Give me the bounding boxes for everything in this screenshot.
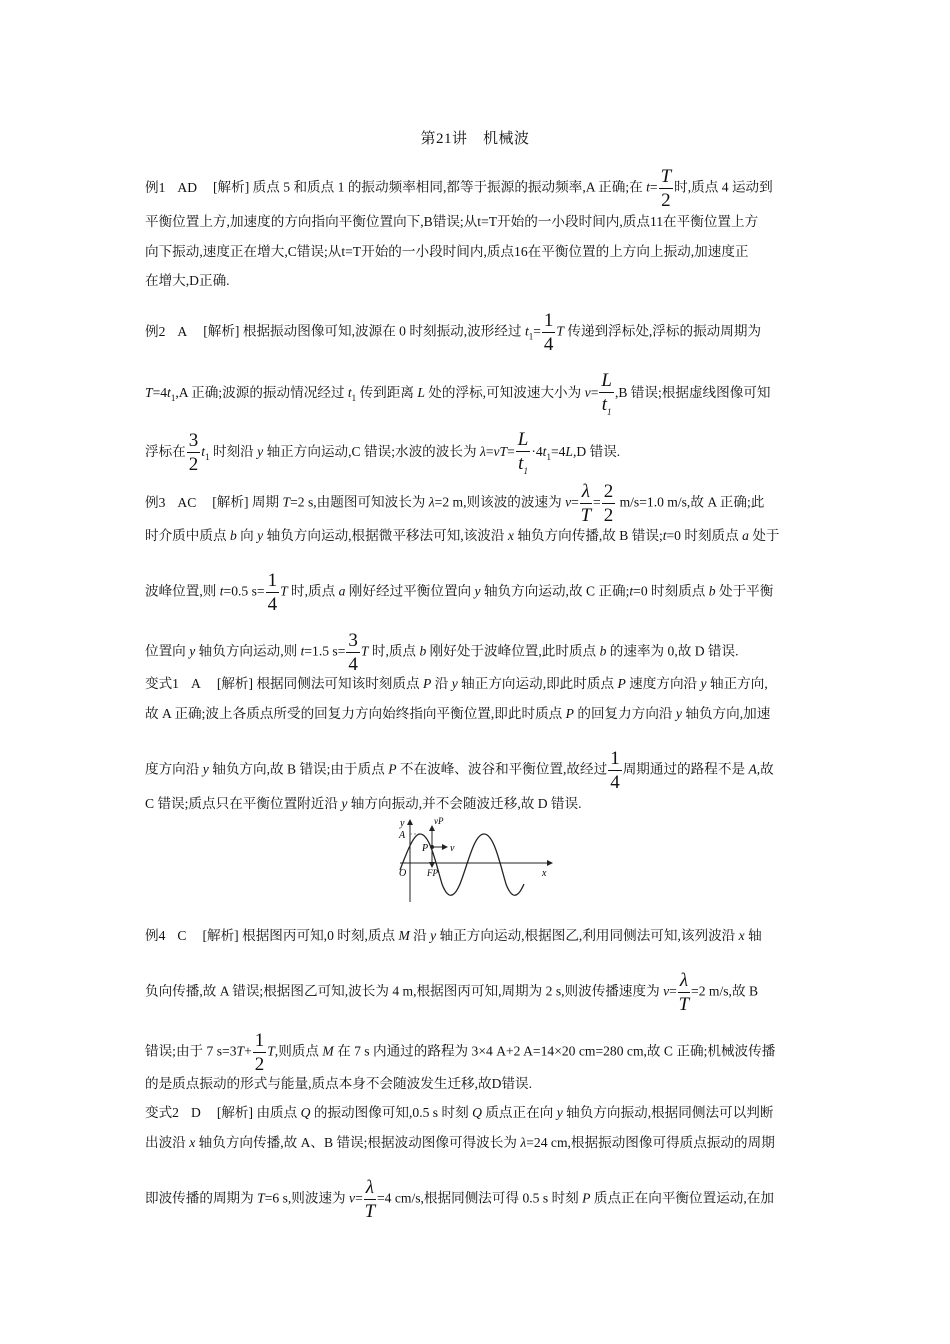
ex2-label: 例2 [145, 323, 166, 339]
ex3-label: 例3 [145, 494, 166, 510]
ex4-line-1: 例4 C [解析] 根据图丙可知,0 时刻,质点 M 沿 y 轴正方向运动,根据图乙,利用同侧法可知,该列波沿 x 轴 [145, 928, 762, 943]
var1-line-1: 变式1 A [解析] 根据同侧法可知该时刻质点 P 沿 y 轴正方向运动,即此时质点 P 速度方向沿 y 轴正方向, [145, 676, 768, 691]
ex4-line-3: 错误;由于 7 s=3T+ $\frac{1}{2}$ T,则质点 M 在 7 s 内通过的路程为 3×4 A+2 A=14×20 cm=280 cm,故 C 正确;机械波传播 [145, 1030, 776, 1075]
point-p-label: P [422, 843, 429, 854]
ex3-line-2: 时介质中质点 b 向 y 轴负方向运动,根据微平移法可知,该波沿 x 轴负方向传播,故 B 错误;t=0 时刻质点 a 处于 [145, 528, 780, 543]
var2-answer: D [190, 1105, 201, 1120]
ex3-line-3: 波峰位置,则 t=0.5 s= $\frac{1}{4}$ T 时,质点 a 刚好经过平衡位置向 y 轴负方向运动,故 C 正确;t=0 时刻质点 b 处于平衡 [145, 570, 774, 615]
var2-line-2: 出波沿 x 轴负方向传播,故 A、B 错误;根据波动图像可得波长为 λ=24 cm,根据振动图像可得质点振动的周期 [145, 1135, 775, 1150]
var1-label: 变式1 [145, 676, 179, 691]
ex4-line-4: 的是质点振动的形式与能量,质点本身不会随波发生迁移,故D错误. [145, 1076, 533, 1091]
fp-label: FP [427, 868, 438, 878]
point-p-dot [430, 845, 434, 849]
page-title: 第21讲 机械波 [420, 131, 530, 147]
ex1-line-3: 向下振动,速度正在增大,C错误;从t=T开始的一小段时间内,质点16在平衡位置的上方向上振动,加速度正 [145, 244, 749, 259]
ex2-answer: A [177, 323, 188, 339]
var1-line-3: 度方向沿 y 轴负方向,故 B 错误;由于质点 P 不在波峰、波谷和平衡位置,故经过 $\frac{1}{4}$ 周期通过的路程不是 A,故 [145, 748, 774, 793]
origin-label: O [399, 868, 407, 879]
ex1-line-1: 例1 AD [解析] 质点 5 和质点 1 的振动频率相同,都等于振源的振动频率,A 正确;在 t= $\frac{T}{2}$ 时,质点 4 运动到 [145, 166, 773, 211]
v-label: v [450, 843, 455, 854]
var1-line-4: C 错误;质点只在平衡位置附近沿 y 轴方向振动,并不会随波迁移,故 D 错误. [145, 796, 582, 811]
ex4-answer: C [177, 928, 187, 943]
ex4-line-2: 负向传播,故 A 错误;根据图乙可知,波长为 4 m,根据图丙可知,周期为 2 s,则波传播速度为 v= $\frac{\lambda}{T}$ =2 m/s,故 B [145, 970, 759, 1015]
ex2-line-3: 浮标在 $\frac{3}{2}$ $t_1$ 时刻沿 y 轴正方向运动,C 错误;水波的波长为 λ=vT= $\frac{L}{t_1}$ $\cdot 4t_1=4L,D$ 错误. [145, 429, 621, 476]
ex1-answer: AD [177, 179, 198, 195]
ex4-label: 例4 [145, 928, 166, 943]
var2-line-1: 变式2 D [解析] 由质点 Q 的振动图像可知,0.5 s 时刻 Q 质点正在向 y 轴负方向振动,根据同侧法可以判断 [145, 1105, 774, 1120]
amplitude-label: A [399, 830, 406, 841]
var1-answer: A [190, 676, 201, 691]
ex3-line-4: 位置向 y 轴负方向运动,则 t=1.5 s= $\frac{3}{4}$ T 时,质点 b 刚好处于波峰位置,此时质点 b 的速率为 0,故 D 错误. [145, 630, 739, 675]
var2-line-3: 即波传播的周期为 T=6 s,则波速为 v= $\frac{\lambda}{T}$ =4 cm/s,根据同侧法可得 0.5 s 时刻 P 质点正在向平衡位置运动,在加 [145, 1177, 774, 1222]
ex2-line-1: 例2 A [解析] 根据振动图像可知,波源在 0 时刻振动,波形经过 $t_1=$ $\frac{1}{4}$ T 传递到浮标处,浮标的振动周期为 [145, 310, 762, 355]
y-axis-label: y [400, 818, 405, 829]
sine-wave [400, 834, 524, 895]
ex2-line-2: $T=4t_1,A$ 正确;波源的振动情况经过 $t_1$ 传到距离 L 处的浮标,可知波速大小为 v= $\frac{L}{t_1}$ ,B 错误;根据虚线图像可知 [145, 370, 771, 417]
ex1-line-4: 在增大,D正确. [145, 273, 230, 288]
ex1-label: 例1 [145, 179, 166, 195]
vp-label: vP [434, 816, 444, 826]
var1-line-2: 故 A 正确;波上各质点所受的回复力方向始终指向平衡位置,即此时质点 P 的回复力方向沿 y 轴负方向,加速 [145, 706, 771, 721]
ex1-line-2: 平衡位置上方,加速度的方向指向平衡位置向下,B错误;从t=T开始的一小段时间内,质点11在平衡位置上方 [145, 214, 759, 229]
ex3-line-1: 例3 AC [解析] 周期 T=2 s,由题图可知波长为 λ=2 m,则该波的波速为 v= $\frac{\lambda}{T}$ = $\frac{2}{2}$ m/s=1.0 m/s,故 A 正确;此 [145, 481, 765, 526]
x-axis-label: x [542, 868, 547, 879]
var2-label: 变式2 [145, 1105, 179, 1120]
wave-figure [392, 814, 562, 906]
ex3-answer: AC [177, 494, 197, 510]
